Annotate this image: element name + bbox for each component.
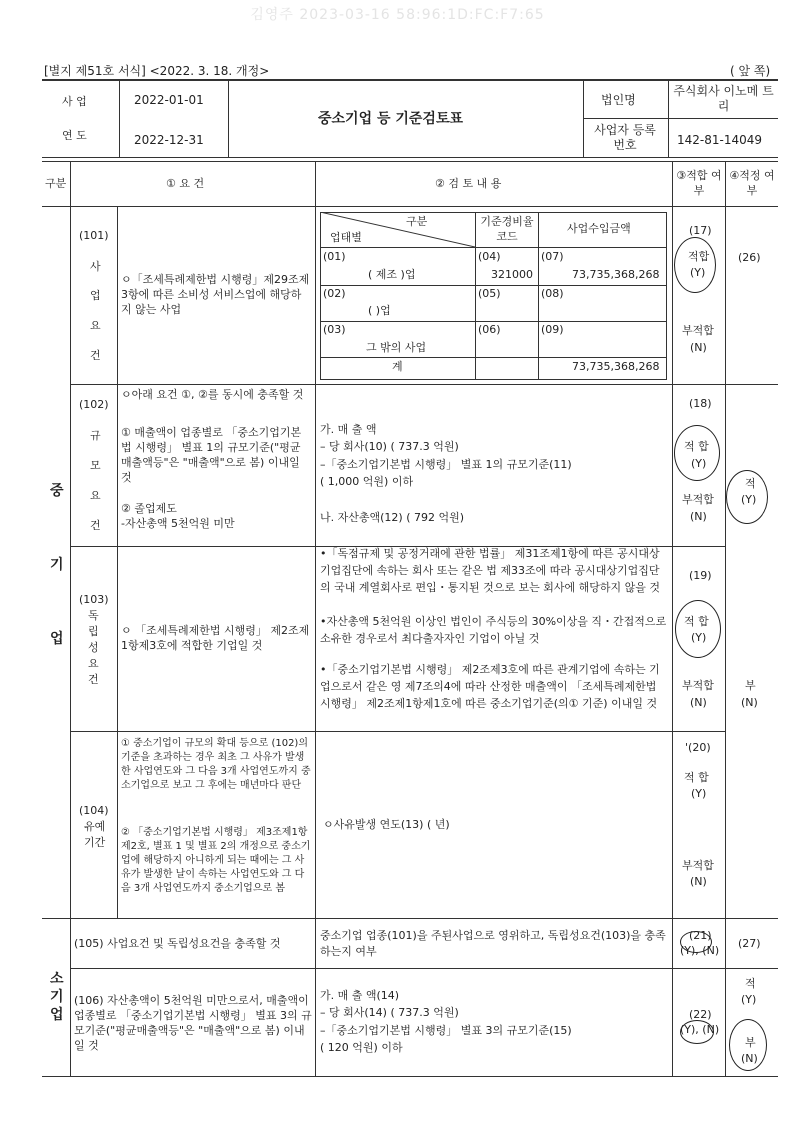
r102-fit-num: (18) (689, 397, 712, 410)
table-row1-amount: 73,735,368,268 (572, 268, 660, 281)
r101-num: (101) (79, 229, 109, 242)
r102-v1: 규 (90, 429, 101, 442)
r101-fit-circle (674, 237, 716, 293)
r103-v5: 건 (88, 673, 99, 686)
r106-rev-4: ( 120 억원) 이하 (320, 1041, 403, 1054)
col-requirement: ① 요 건 (166, 177, 205, 190)
r106-final-1: 적 (745, 977, 756, 990)
r104-req-2: ② 「중소기업기본법 시행령」 제3조제1항제2호, 별표 1 및 별표 2의 개정으로 중소기업에 해당하지 아니하게 되는 때에는 그 사유가 발생한 날이 속하는 사업연도와 그 다음 3개 사업연도까지 중소기업으로 봄 (121, 827, 311, 894)
table-h-industry: 업태별 (330, 231, 362, 244)
r105-final-num: (27) (738, 937, 761, 950)
r102-req-4: -자산총액 5천억원 미만 (121, 517, 235, 530)
table-row2-n1: (02) (323, 287, 346, 300)
r101-v4: 건 (90, 349, 101, 362)
r106-rev-2: – 당 회사(14) ( 737.3 억원) (320, 1006, 459, 1019)
table-h-amount: 사업수입금액 (567, 222, 631, 235)
table-row2-n2: (05) (478, 287, 501, 300)
r101-fit-y: (Y) (690, 266, 706, 279)
r105-fit-num: (21) (689, 929, 712, 942)
r101-fit-num: (17) (689, 224, 712, 237)
table-h-category: 구분 (406, 215, 428, 228)
r106-fit: (Y), (N) (680, 1023, 720, 1036)
r105-requirement: (105) 사업요건 및 독립성요건을 충족할 것 (74, 937, 281, 950)
col-review: ② 검 토 내 용 (435, 177, 502, 190)
r104-review: ㅇ사유발생 연도(13) ( 년) (323, 818, 450, 831)
biz-no: 142-81-14049 (677, 133, 763, 147)
r106-fit-num: (22) (689, 1008, 712, 1021)
r102-req-2: ① 매출액이 업종별로 「중소기업기본법 시행령」 별표 1의 규모기준("평균매출액등"은 "매출액"으로 봄) 이내일 것 (121, 426, 302, 484)
r103-v4: 요 (88, 657, 99, 670)
r104-fit-y: (Y) (691, 787, 707, 800)
r103-rev-1: •「독점규제 및 공정거래에 관한 법률」 제31조제1항에 따른 공시대상기업집단에 속하는 회사 또는 같은 법 제33조에 따라 공시대상기업집단의 국내 계열회사로 편입・통지된 것으로 보는 회사에 해당하지 않을 것 (320, 547, 660, 594)
side-label-small-2: 기 (50, 989, 64, 1005)
page-title: 중소기업 등 기준검토표 (318, 111, 463, 127)
r103-rev-3: •「중소기업기본법 시행령」 제2조제3호에 따른 관계기업에 속하는 기업으로서 같은 영 제7조의4에 따라 산정한 매출액이 「조세특례제한법 시행령」 제2조제1항제1호에 따른 중소기업기준(의① 기준) 이내일 것 (320, 663, 660, 710)
r101-unfit-n: (N) (690, 341, 707, 354)
end-date: 2022-12-31 (134, 133, 204, 147)
table-row3-name: 그 밖의 사업 (366, 341, 427, 354)
r104-v2: 기간 (84, 836, 106, 849)
r102-v2: 모 (90, 459, 101, 472)
page-side: ( 앞 쪽) (730, 64, 771, 78)
r102-fit: 적 합 (684, 440, 709, 453)
r106-requirement: (106) 자산총액이 5천억원 미만으로서, 매출액이 업종별로 「중소기업기본법 시행령」 별표 3의 규모기준("평균매출액등"은 "매출액"으로 봄) 이내일 것 (74, 994, 312, 1052)
table-row3-n2: (06) (478, 323, 501, 336)
r101-requirement: ㅇ「조세특례제한법 시행령」제29조제3항에 따른 소비성 서비스업에 해당하지 않는 사업 (121, 273, 310, 316)
r103-fit-num: (19) (689, 569, 712, 582)
r102-rev-1: 가. 매 출 액 (320, 423, 377, 436)
r102-rev-2: – 당 회사(10) ( 737.3 억원) (320, 440, 459, 453)
r103-fit: 적 합 (684, 615, 709, 628)
corp-name: 주식회사 이노메 트리 (673, 84, 774, 113)
year-label-1: 사 업 (62, 95, 87, 108)
table-row2-name: ( )업 (368, 304, 391, 317)
r101-v3: 요 (90, 319, 101, 332)
r104-unfit-n: (N) (690, 875, 707, 888)
r102-unfit-n: (N) (690, 510, 707, 523)
r106-final-2: 부 (745, 1036, 756, 1049)
r101-v2: 업 (90, 289, 101, 302)
r102-v4: 건 (90, 519, 101, 532)
table-total-amount: 73,735,368,268 (572, 360, 660, 373)
r106-final-2n: (N) (741, 1052, 758, 1065)
r102-final: 적 (745, 477, 756, 490)
table-row1-n1: (01) (323, 250, 346, 263)
corp-name-label: 법인명 (601, 93, 636, 107)
r102-unfit: 부적합 (682, 493, 714, 506)
r102-rev-3: –「중소기업기본법 시행령」 별표 1의 규모기준(11) (320, 458, 572, 471)
r105-review: 중소기업 업종(101)을 주된사업으로 영위하고, 독립성요건(103)을 충족하는지 여부 (320, 929, 666, 958)
r104-fit: 적 합 (684, 771, 709, 784)
r102-fit-y: (Y) (691, 457, 707, 470)
r103-v3: 성 (88, 641, 99, 654)
r103-unfit-n: (N) (690, 696, 707, 709)
r103-rev-2: •자산총액 5천억원 이상인 법인이 주식등의 30%이상을 직・간접적으로 소유한 경우로서 최다출자자인 기업이 아닐 것 (320, 615, 667, 645)
r101-unfit: 부적합 (682, 324, 714, 337)
table-h-code: 기준경비율코드 (480, 215, 534, 243)
table-total-label: 계 (392, 360, 403, 373)
r103-num: (103) (79, 593, 109, 606)
table-row1-name: ( 제조 )업 (368, 268, 416, 281)
r103-requirement: ㅇ 「조세특례제한법 시행령」 제2조제1항제3호에 적합한 기업일 것 (121, 624, 310, 652)
r103-final-n: (N) (741, 696, 758, 709)
r104-v1: 유예 (84, 820, 106, 833)
table-row3-n1: (03) (323, 323, 346, 336)
table-row1-n2: (04) (478, 250, 501, 263)
r104-fit-num: '(20) (685, 741, 711, 754)
table-row3-n3: (09) (541, 323, 564, 336)
r103-v2: 립 (88, 625, 99, 638)
col-category: 구분 (45, 177, 67, 190)
r101-final-num: (26) (738, 251, 761, 264)
r103-final: 부 (745, 679, 756, 692)
side-label-sme-3: 업 (50, 631, 64, 647)
r106-rev-3: –「중소기업기본법 시행령」 별표 3의 규모기준(15) (320, 1024, 572, 1037)
r104-req-1: ① 중소기업이 규모의 확대 등으로 (102)의 기준을 초과하는 경우 최초 그 사유가 발생한 사업연도와 그 다음 3개 사업연도까지 중소기업으로 보고 그 후에는 매년마다 판단 (121, 738, 311, 791)
biz-no-label: 사업자 등록번호 (594, 123, 656, 152)
r102-num: (102) (79, 398, 109, 411)
r105-fit: (Y), (N) (680, 944, 720, 957)
year-label-2: 연 도 (62, 129, 87, 142)
r104-num: (104) (79, 804, 109, 817)
start-date: 2022-01-01 (134, 93, 204, 107)
r106-rev-1: 가. 매 출 액(14) (320, 989, 400, 1002)
r104-unfit: 부적합 (682, 859, 714, 872)
col-fit: ③적합 여부 (676, 169, 722, 197)
r103-v1: 독 (88, 609, 99, 622)
r103-fit-y: (Y) (691, 631, 707, 644)
r102-req-1: ㅇ아래 요건 ①, ②를 동시에 충족할 것 (121, 388, 304, 401)
table-row1-n3: (07) (541, 250, 564, 263)
r102-final-y: (Y) (741, 493, 757, 506)
side-label-sme-2: 기 (50, 557, 64, 573)
r101-fit: 적합 (688, 250, 710, 263)
side-label-sme-1: 중 (50, 483, 64, 499)
col-fit-final: ④적정 여부 (729, 169, 775, 197)
side-label-small-1: 소 (50, 971, 64, 987)
side-label-small-3: 업 (50, 1007, 64, 1023)
r103-unfit: 부적합 (682, 679, 714, 692)
r102-req-3: ② 졸업제도 (121, 502, 177, 515)
r106-final-1y: (Y) (741, 993, 757, 1006)
r102-v3: 요 (90, 489, 101, 502)
watermark: 김영주 2023-03-16 58:96:1D:FC:F7:65 (250, 7, 545, 23)
r102-rev-4: ( 1,000 억원) 이하 (320, 475, 414, 488)
table-row1-code: 321000 (491, 268, 533, 281)
table-row2-n3: (08) (541, 287, 564, 300)
r101-v1: 사 (90, 260, 101, 273)
r103-fit-circle (675, 600, 721, 658)
form-label: [별지 제51호 서식] <2022. 3. 18. 개정> (44, 64, 270, 78)
r102-rev-5: 나. 자산총액(12) ( 792 억원) (320, 511, 465, 524)
